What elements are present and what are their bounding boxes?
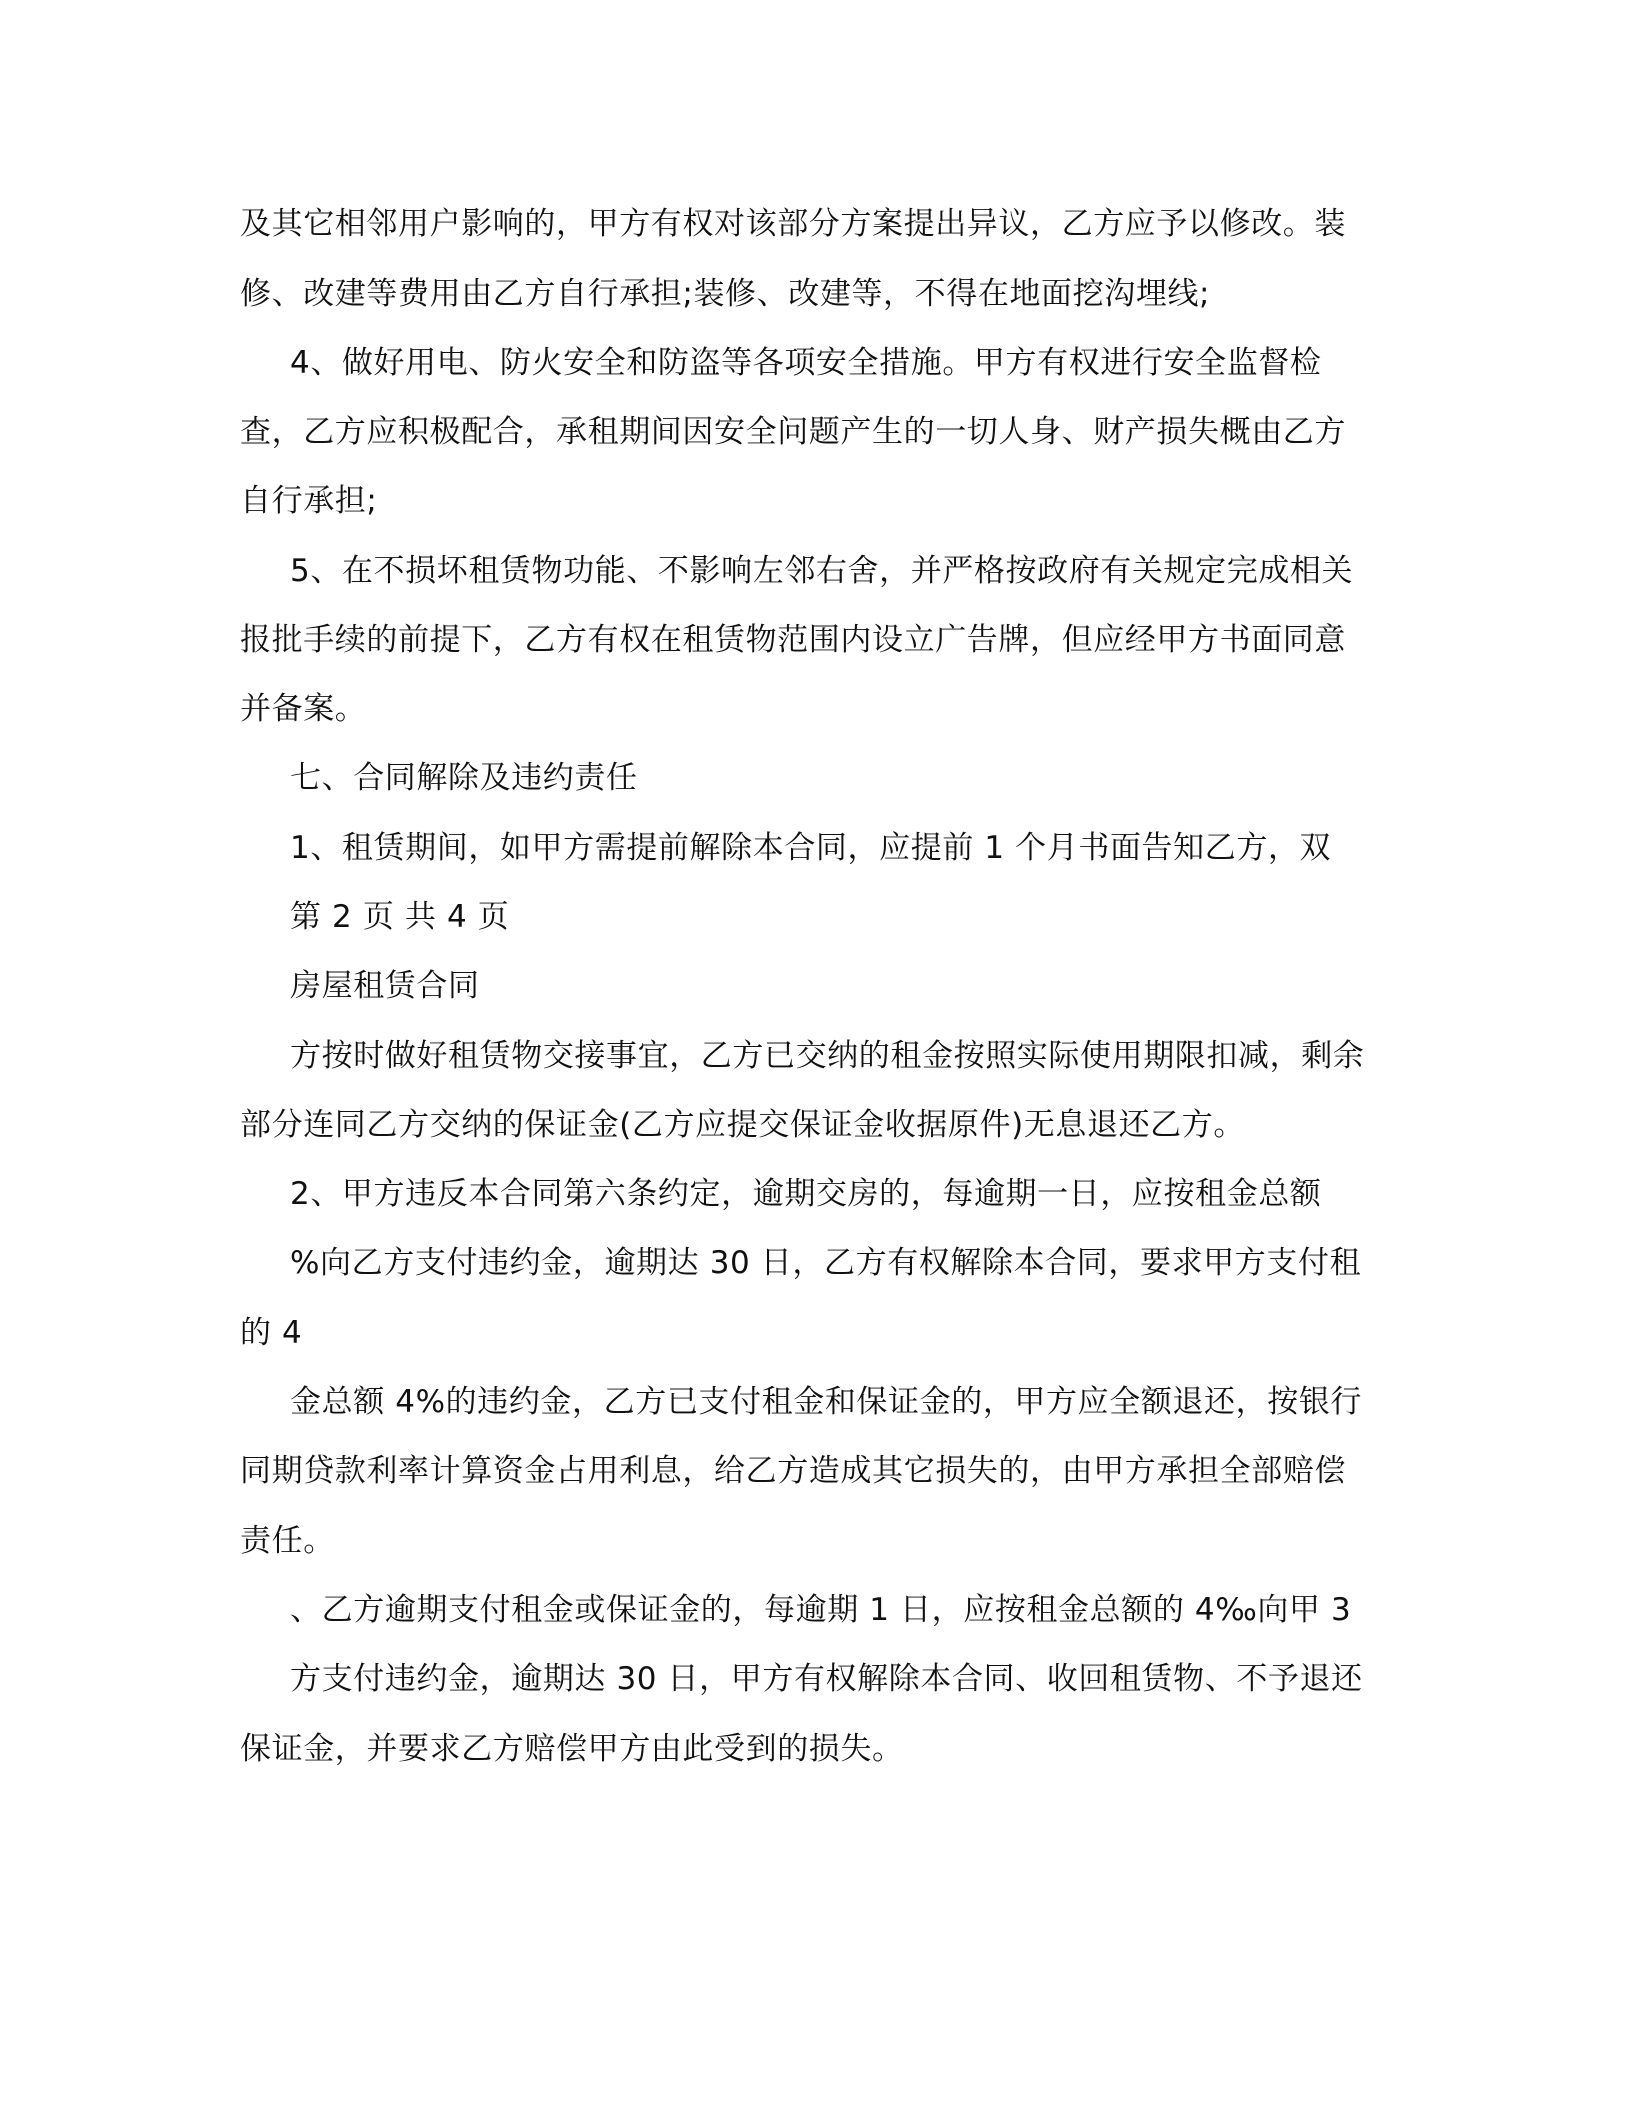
text-line: 金总额 4%的违约金，乙方已支付租金和保证金的，甲方应全额退还，按银行 [290, 1384, 1363, 1420]
page-header: 房屋租赁合同 [290, 968, 480, 1004]
text-line: 修、改建等费用由乙方自行承担;装修、改建等，不得在地面挖沟埋线; [240, 276, 1211, 312]
text-line: 报批手续的前提下，乙方有权在租赁物范围内设立广告牌，但应经甲方书面同意 [240, 622, 1346, 658]
text-line: 并备案。 [240, 691, 367, 727]
text-line: 保证金，并要求乙方赔偿甲方由此受到的损失。 [240, 1731, 904, 1767]
text-line: 方支付违约金，逾期达 30 日，甲方有权解除本合同、收回租赁物、不予退还 [290, 1661, 1363, 1697]
text-line: 自行承担; [240, 483, 378, 519]
page-footer: 第 2 页 共 4 页 [290, 899, 510, 935]
text-line: 1、租赁期间，如甲方需提前解除本合同，应提前 1 个月书面告知乙方，双 [290, 830, 1332, 866]
section-heading: 七、合同解除及违约责任 [290, 760, 638, 796]
text-line: %向乙方支付违约金，逾期达 30 日，乙方有权解除本合同，要求甲方支付租 [290, 1245, 1362, 1281]
text-line: 5、在不损坏租赁物功能、不影响左邻右舍，并严格按政府有关规定完成相关 [290, 553, 1354, 589]
text-line: 4、做好用电、防火安全和防盗等各项安全措施。甲方有权进行安全监督检 [290, 345, 1322, 381]
text-line: 责任。 [240, 1523, 335, 1559]
text-line: 同期贷款利率计算资金占用利息，给乙方造成其它损失的，由甲方承担全部赔偿 [240, 1453, 1346, 1489]
text-line: 查，乙方应积极配合，承租期间因安全问题产生的一切人身、财产损失概由乙方 [240, 414, 1346, 450]
text-line: 2、甲方违反本合同第六条约定，逾期交房的，每逾期一日，应按租金总额 [290, 1176, 1322, 1212]
text-line: 的 4 [240, 1315, 303, 1351]
text-line: 及其它相邻用户影响的，甲方有权对该部分方案提出异议，乙方应予以修改。装 [240, 206, 1346, 242]
text-line: 方按时做好租赁物交接事宜，乙方已交纳的租金按照实际使用期限扣减，剩余 [290, 1038, 1365, 1074]
text-line: 、乙方逾期支付租金或保证金的，每逾期 1 日，应按租金总额的 4‰向甲 3 [290, 1592, 1352, 1628]
text-line: 部分连同乙方交纳的保证金(乙方应提交保证金收据原件)无息退还乙方。 [240, 1107, 1245, 1143]
